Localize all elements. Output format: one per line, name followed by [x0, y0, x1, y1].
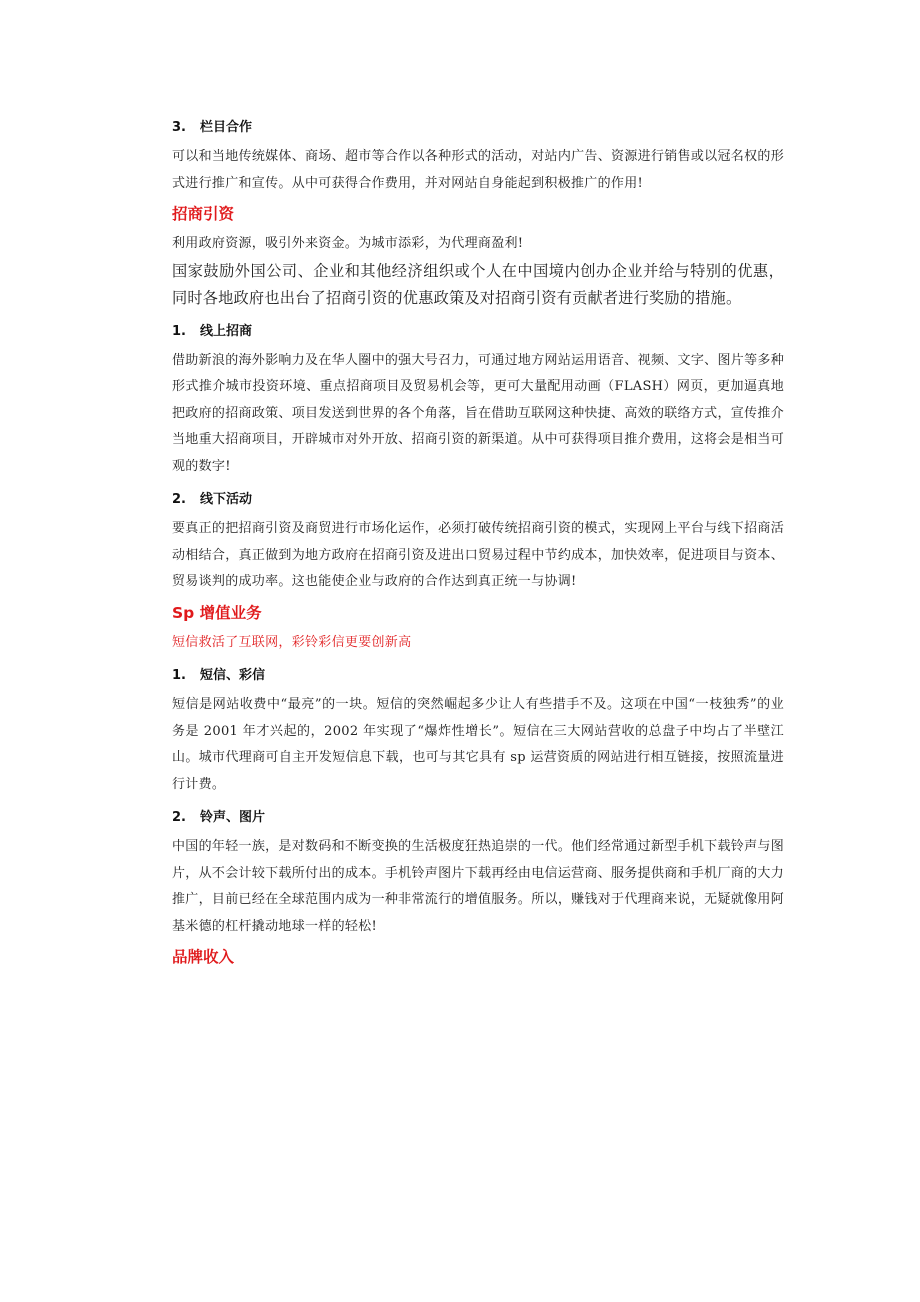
online-investment-heading: [172, 322, 784, 342]
ringtone-title: 铃声、图片: [200, 810, 266, 825]
ringtone-paragraph: 中国的年轻一族，是对数码和不断变换的生活极度狂热追崇的一代。他们经常通过新型手机下载铃声与图片，从不会计较下载所付出的成本。手机铃声图片下载再经由电信运营商、服务提供商和手机厂商的大力推广，目前已经在全球范围内成为一种非常流行的增值服务。所以，赚钱对于代理商来说，无疑就像用阿基米德的杠杆撬动地球一样的轻松!: [172, 839, 784, 934]
investment-intro: 利用政府资源，吸引外来资金。为城市添彩，为代理商盈利!: [172, 236, 524, 251]
sms-paragraph: 短信是网站收费中“最亮”的一块。短信的突然崛起多少让人有些措手不及。这项在中国“一枝独秀”的业务是 2001 年才兴起的，2002 年实现了“爆炸性增长”。短信在三大网站营收的总盘子中均占了半壁江山。城市代理商可自主开发短信息下载，也可与其它具有 sp 运营资质的网站进行相互链接，按照流量进行计费。: [172, 697, 784, 792]
offline-activity-heading: [172, 490, 784, 510]
column-coop-paragraph: 可以和当地传统媒体、商场、超市等合作以各种形式的活动，对站内广告、资源进行销售或以冠名权的形式进行推广和宣传。从中可获得合作费用，并对网站自身能起到积极推广的作用!: [172, 149, 784, 191]
column-coop-heading: [172, 118, 784, 138]
investment-policy: 国家鼓励外国公司、企业和其他经济组织或个人在中国境内创办企业并给与特别的优惠，同时各地政府也出台了招商引资的优惠政策及对招商引资有贡献者进行奖励的措施。: [172, 261, 784, 307]
investment-heading: 招商引资: [172, 205, 235, 223]
document-page: [172, 112, 784, 974]
online-investment-title: 线上招商: [200, 323, 253, 339]
sms-number: 1.: [172, 668, 186, 683]
online-investment-number: 1.: [172, 323, 186, 339]
sms-heading: [172, 666, 784, 686]
sms-title: 短信、彩信: [200, 668, 266, 683]
offline-activity-paragraph: 要真正的把招商引资及商贸进行市场化运作，必须打破传统招商引资的模式，实现网上平台与线下招商活动相结合，真正做到为地方政府在招商引资及进出口贸易过程中节约成本，加快效率，促进项目与资本、贸易谈判的成功率。这也能使企业与政府的合作达到真正统一与协调!: [172, 521, 784, 589]
online-investment-paragraph: 借助新浪的海外影响力及在华人圈中的强大号召力，可通过地方网站运用语音、视频、文字、图片等多种形式推介城市投资环境、重点招商项目及贸易机会等，更可大量配用动画（FLASH）网页，更加逼真地把政府的招商政策、项目发送到世界的各个角落，旨在借助互联网这种快捷、高效的联络方式，宣传推介当地重大招商项目，开辟城市对外开放、招商引资的新渠道。从中可获得项目推介费用，这将会是相当可观的数字!: [172, 352, 784, 474]
offline-activity-title: 线下活动: [200, 492, 253, 507]
ringtone-number: 2.: [172, 810, 186, 825]
sp-tagline: 短信救活了互联网，彩铃彩信更要创新高: [172, 634, 412, 650]
column-coop-number: 3.: [172, 120, 186, 135]
brand-income-heading: 品牌收入: [172, 948, 235, 966]
ringtone-heading: [172, 808, 784, 828]
sp-heading: Sp 增值业务: [172, 603, 262, 622]
column-coop-title: 栏目合作: [200, 120, 253, 135]
offline-activity-number: 2.: [172, 492, 186, 507]
